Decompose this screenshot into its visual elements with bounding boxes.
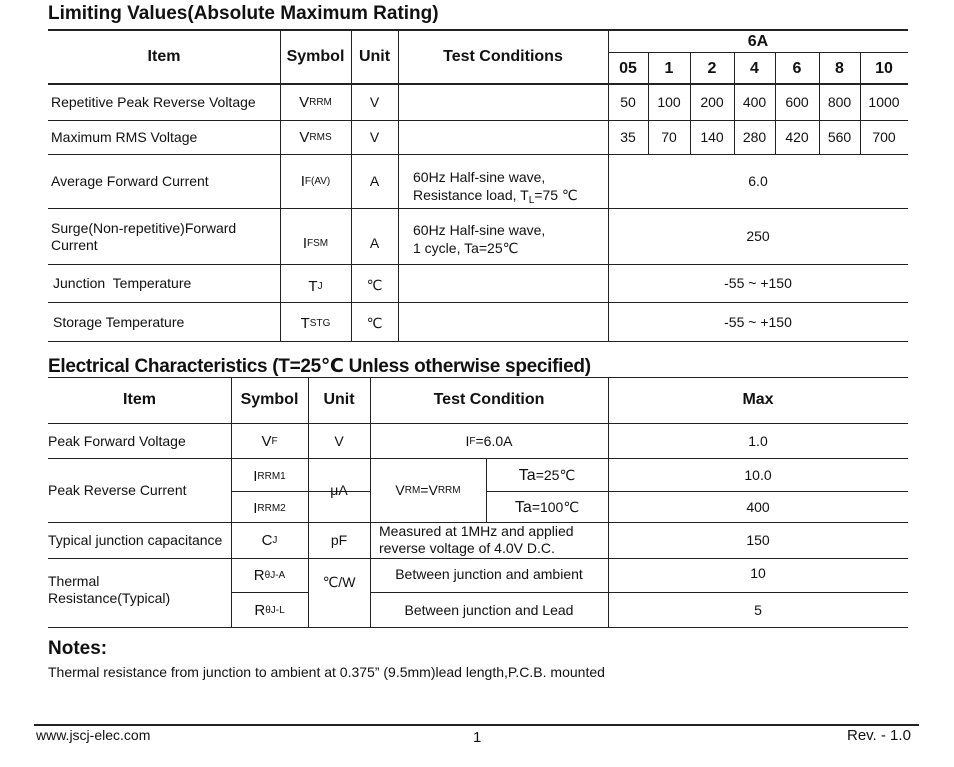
value-cell: 250 bbox=[746, 228, 770, 244]
value-cell: 700 bbox=[872, 129, 896, 145]
unit-cell: A bbox=[369, 173, 380, 189]
electrical-characteristics-title: Electrical Characteristics (T=25℃ Unless otherwise specified) bbox=[48, 356, 591, 377]
value-cell: 420 bbox=[785, 129, 809, 145]
unit-cell: V bbox=[369, 129, 380, 145]
value-cell: 1.0 bbox=[748, 432, 768, 449]
value-cell: 70 bbox=[661, 129, 677, 145]
temperature-condition bbox=[486, 459, 608, 491]
symbol-main: I bbox=[300, 173, 305, 190]
condition-line: Measured at 1MHz and applied bbox=[379, 523, 574, 539]
temperature-condition bbox=[486, 492, 608, 522]
symbol-subscript: FSM bbox=[307, 237, 329, 249]
value-cell: -55 ~ +150 bbox=[724, 275, 792, 291]
page-number: 1 bbox=[473, 729, 482, 746]
item-repetitive-peak-reverse-voltage: Repetitive Peak Reverse Voltage bbox=[51, 93, 256, 110]
value-cell: 6.0 bbox=[748, 173, 768, 189]
condition-line: reverse voltage of 4.0V D.C. bbox=[379, 540, 555, 556]
symbol-main: I bbox=[302, 234, 308, 252]
unit-cell: μA bbox=[330, 482, 348, 498]
unit-cell: ℃ bbox=[366, 277, 383, 293]
header-max: Max bbox=[742, 391, 774, 408]
value-cell: 280 bbox=[742, 129, 767, 145]
condition-text: =V bbox=[420, 482, 438, 498]
symbol-main: T bbox=[300, 315, 310, 332]
item-maximum-rms-voltage: Maximum RMS Voltage bbox=[51, 129, 198, 145]
item-peak-reverse-current: Peak Reverse Current bbox=[48, 482, 187, 498]
symbol-main: V bbox=[299, 129, 310, 146]
header-item: Item bbox=[123, 391, 156, 408]
item-junction-temperature bbox=[53, 265, 280, 302]
condition-subscript: L bbox=[528, 195, 535, 206]
symbol-subscript: RRM1 bbox=[257, 471, 286, 482]
header-item: Item bbox=[147, 48, 181, 65]
symbol-subscript: J bbox=[272, 535, 278, 546]
symbol-subscript: STG bbox=[309, 318, 331, 329]
unit-cell: ℃ bbox=[366, 314, 383, 331]
condition-text: Resistance load, T bbox=[413, 187, 529, 203]
test-condition-cell bbox=[370, 424, 608, 458]
value-cell: 800 bbox=[827, 93, 852, 110]
condition-text: V bbox=[395, 482, 405, 498]
symbol-ifsm bbox=[280, 222, 351, 264]
grade-4: 4 bbox=[750, 59, 759, 77]
condition-text: =6.0A bbox=[475, 432, 513, 449]
unit-cell: A bbox=[369, 234, 380, 251]
symbol-main: T bbox=[308, 277, 318, 295]
condition-subscript: RRM bbox=[437, 485, 461, 496]
symbol-main: C bbox=[261, 532, 273, 549]
footer-website: www.jscj-elec.com bbox=[36, 727, 151, 743]
test-condition-cell: Between junction and Lead bbox=[404, 601, 574, 618]
item-storage-temperature: Storage Temperature bbox=[53, 313, 185, 330]
symbol-main: I bbox=[253, 468, 258, 485]
symbol-ifav bbox=[280, 155, 351, 208]
condition-text: Ta bbox=[514, 498, 532, 516]
value-cell: 140 bbox=[700, 129, 724, 145]
symbol-vrms bbox=[280, 121, 351, 154]
test-condition-cell bbox=[370, 459, 486, 522]
item-thermal-resistance bbox=[48, 573, 231, 607]
value-cell: 400 bbox=[746, 498, 770, 515]
condition-subscript: F bbox=[469, 435, 476, 447]
footer-rule bbox=[34, 724, 919, 726]
item-line: Current bbox=[51, 237, 98, 253]
test-condition-cell bbox=[413, 221, 608, 257]
value-cell: 50 bbox=[620, 93, 636, 110]
symbol-subscript: θJ-A bbox=[264, 570, 286, 581]
item-surge-forward-current bbox=[51, 220, 280, 254]
item-typical-junction-capacitance: Typical junction capacitance bbox=[48, 532, 223, 548]
condition-text: I bbox=[465, 432, 470, 449]
value-cell: 100 bbox=[657, 93, 681, 110]
table-rule bbox=[48, 341, 908, 342]
notes-text: Thermal resistance from junction to ambient at 0.375” (9.5mm)lead length,P.C.B. mounted bbox=[48, 664, 605, 680]
grade-8: 8 bbox=[835, 59, 844, 77]
header-group-6a: 6A bbox=[747, 32, 769, 50]
item-text: Junction Temperature bbox=[53, 275, 192, 291]
value-cell: -55 ~ +150 bbox=[724, 313, 792, 330]
condition-text: =25℃ bbox=[535, 466, 576, 483]
grade-6: 6 bbox=[792, 59, 802, 77]
symbol-rthja bbox=[231, 559, 308, 592]
test-condition-cell: Between junction and ambient bbox=[395, 566, 583, 582]
condition-line: 60Hz Half-sine wave, bbox=[413, 222, 546, 238]
notes-title: Notes: bbox=[48, 638, 108, 659]
header-test-condition: Test Condition bbox=[433, 391, 545, 408]
condition-text: =75 ℃ bbox=[534, 187, 578, 203]
header-symbol: Symbol bbox=[240, 391, 299, 408]
symbol-subscript: F(AV) bbox=[304, 176, 331, 187]
symbol-tstg bbox=[280, 306, 351, 341]
symbol-cj bbox=[231, 523, 308, 558]
symbol-main: R bbox=[253, 567, 265, 584]
limiting-values-title: Limiting Values(Absolute Maximum Rating) bbox=[48, 3, 439, 24]
symbol-subscript: J bbox=[317, 280, 323, 292]
grade-1: 1 bbox=[664, 59, 674, 77]
test-condition-cell bbox=[413, 168, 608, 210]
symbol-tj bbox=[280, 270, 351, 302]
symbol-vrrm bbox=[280, 84, 351, 120]
unit-cell: V bbox=[369, 93, 380, 110]
condition-text: Ta bbox=[518, 466, 536, 484]
unit-cell: V bbox=[334, 432, 344, 449]
symbol-subscript: θJ-L bbox=[265, 604, 285, 616]
header-unit: Unit bbox=[358, 48, 391, 65]
revision-label: Rev. - 1.0 bbox=[847, 727, 911, 744]
value-cell: 1000 bbox=[868, 93, 900, 110]
condition-subscript: RM bbox=[404, 485, 421, 496]
condition-text: =100℃ bbox=[531, 498, 580, 515]
symbol-rthjl bbox=[231, 593, 308, 627]
header-unit: Unit bbox=[323, 391, 355, 408]
value-cell: 200 bbox=[700, 93, 724, 110]
value-cell: 35 bbox=[620, 129, 636, 145]
value-cell: 400 bbox=[742, 93, 767, 110]
value-cell: 150 bbox=[746, 532, 770, 548]
symbol-subscript: F bbox=[271, 435, 278, 447]
condition-line: 1 cycle, Ta=25℃ bbox=[413, 240, 519, 256]
condition-line bbox=[413, 186, 608, 210]
header-test-conditions: Test Conditions bbox=[443, 48, 563, 65]
symbol-vf bbox=[231, 424, 308, 458]
value-cell: 10 bbox=[750, 565, 766, 581]
condition-line: 60Hz Half-sine wave, bbox=[413, 169, 546, 185]
grade-2: 2 bbox=[707, 59, 717, 77]
value-cell: 10.0 bbox=[744, 466, 772, 483]
symbol-irrm2 bbox=[231, 494, 308, 522]
grade-10: 10 bbox=[875, 59, 893, 77]
test-condition-cell bbox=[379, 523, 608, 557]
table-rule bbox=[48, 627, 908, 628]
value-cell: 600 bbox=[785, 93, 809, 110]
symbol-subscript: RRM bbox=[309, 96, 332, 108]
item-line: Resistance(Typical) bbox=[48, 590, 171, 606]
symbol-subscript: RRM2 bbox=[257, 502, 286, 514]
symbol-main: V bbox=[261, 432, 272, 450]
item-line: Thermal bbox=[48, 573, 100, 589]
unit-cell: ℃/W bbox=[322, 574, 356, 590]
symbol-main: I bbox=[253, 499, 258, 517]
symbol-main: V bbox=[299, 93, 310, 111]
header-symbol: Symbol bbox=[286, 48, 345, 65]
item-peak-forward-voltage: Peak Forward Voltage bbox=[48, 432, 186, 449]
value-cell: 560 bbox=[827, 129, 852, 145]
value-cell: 5 bbox=[754, 601, 762, 618]
symbol-irrm1 bbox=[231, 462, 308, 491]
symbol-subscript: RMS bbox=[309, 132, 332, 143]
item-average-forward-current: Average Forward Current bbox=[51, 173, 209, 189]
grade-05: 05 bbox=[619, 59, 637, 77]
symbol-main: R bbox=[254, 601, 266, 619]
unit-cell: pF bbox=[330, 532, 348, 548]
item-line: Surge(Non-repetitive)Forward bbox=[51, 220, 237, 236]
